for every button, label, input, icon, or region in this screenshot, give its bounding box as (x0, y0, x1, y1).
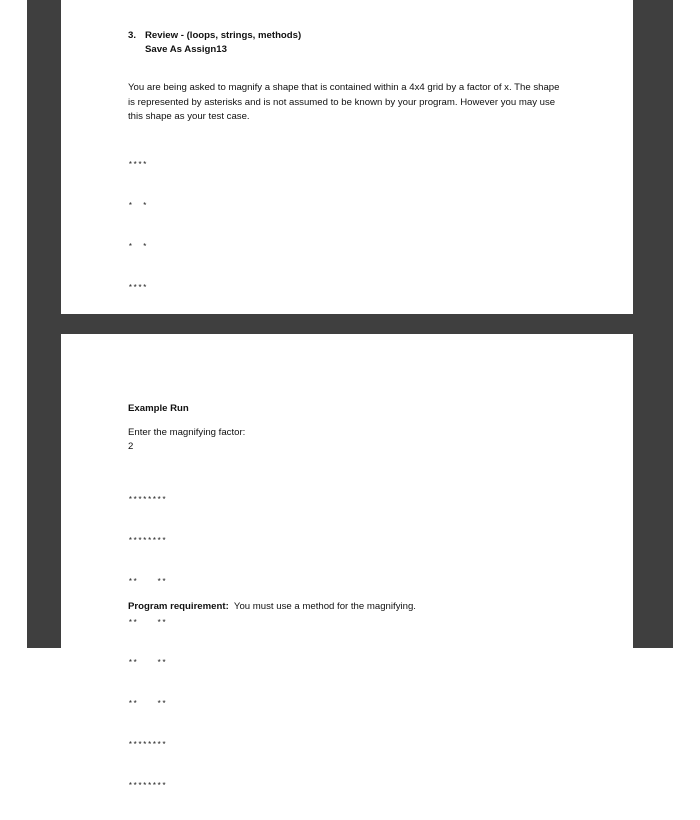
magnified-output-block (128, 467, 166, 820)
problem-description: You are being asked to magnify a shape that is contained within a 4x4 grid by a factor of x. The shape is represented by asterisks and is not assumed to be known by your program. However you may use this shape as your test case. (128, 82, 560, 122)
shape-block (128, 132, 147, 322)
shape-line: * * (128, 242, 148, 252)
shape-line: **** (128, 283, 148, 293)
output-line: ******** (128, 496, 167, 506)
question-number: 3. (128, 30, 137, 41)
output-line: ** ** (128, 659, 167, 669)
document-page-1 (61, 0, 633, 314)
program-requirement (128, 600, 416, 614)
output-line: ******** (128, 536, 167, 546)
output-line: ** ** (128, 618, 167, 628)
requirement-text: You must use a method for the magnifying. (228, 601, 416, 612)
example-run-title: Example Run (128, 403, 189, 414)
requirement-label: Program requirement: (128, 601, 229, 612)
save-as-label: Save As Assign13 (145, 44, 227, 55)
example-input: 2 (128, 441, 134, 452)
example-prompt: Enter the magnifying factor: (128, 427, 246, 438)
question-heading: Review - (loops, strings, methods) (145, 30, 302, 41)
shape-line: * * (128, 201, 148, 211)
shape-line: **** (128, 161, 148, 171)
output-line: ** ** (128, 577, 167, 587)
document-page-2 (61, 334, 633, 791)
output-line: ******** (128, 781, 167, 791)
output-line: ******** (128, 740, 167, 750)
output-line: ** ** (128, 700, 167, 710)
